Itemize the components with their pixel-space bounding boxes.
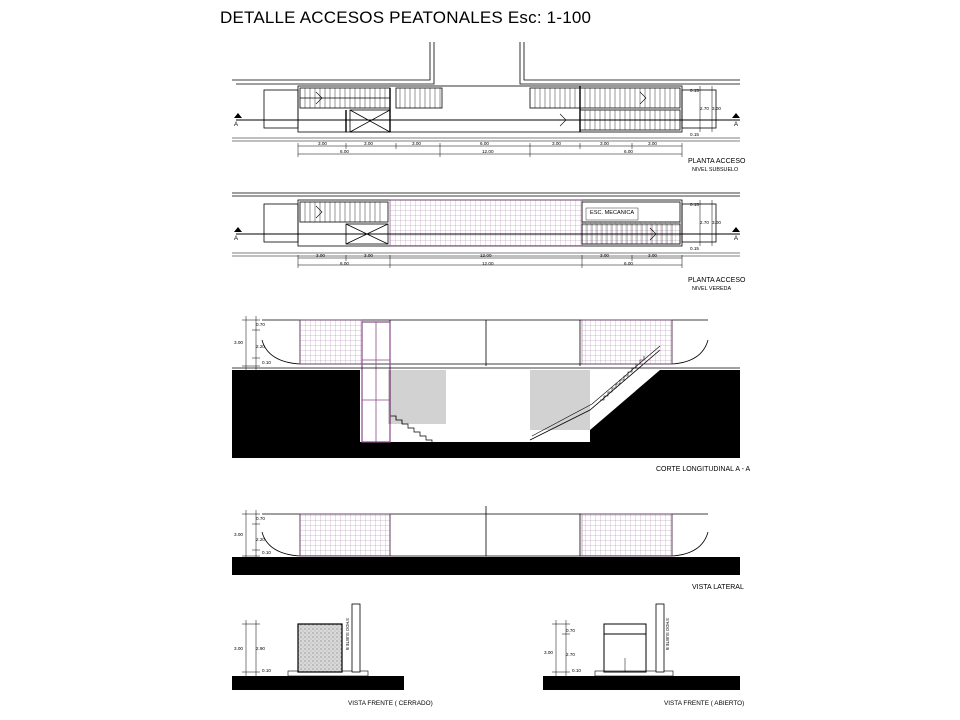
dim-p2-4: 3.00 — [600, 253, 609, 258]
dim-p2-side-3: 3.00 — [712, 220, 721, 225]
sec-dim-300: 3.00 — [234, 340, 243, 345]
lat-dim-010: 0.10 — [262, 550, 271, 555]
fo-dim-010: 0.10 — [572, 668, 581, 673]
section-mark-left-2: A — [234, 236, 239, 242]
plan2-title: PLANTA ACCESO — [688, 277, 746, 284]
dim-p1-1: 3.00 — [318, 141, 327, 146]
dim-p2-5: 3.00 — [648, 253, 657, 258]
dim-p1-7: 3.00 — [648, 141, 657, 146]
dim-p1-side-3: 3.00 — [712, 106, 721, 111]
fc-dim-010: 0.10 — [262, 668, 271, 673]
fc-dim-290: 2.90 — [256, 646, 265, 651]
section-title: CORTE LONGITUDINAL A - A — [656, 466, 751, 473]
lat-dim-300: 3.00 — [234, 532, 243, 537]
sec-dim-070: 0.70 — [256, 322, 265, 327]
dim-p2-r2-1: 6.00 — [340, 261, 349, 266]
sheet-title: DETALLE ACCESOS PEATONALES Esc: 1-100 — [220, 8, 592, 27]
plan1-subtitle: NIVEL SUBSUELO — [692, 167, 739, 173]
fo-dim-270: 2.70 — [566, 652, 575, 657]
section-mark-right: A — [734, 122, 739, 128]
dim-p1-side-1: 0.15 — [690, 88, 699, 93]
fc-dim-300: 3.00 — [234, 646, 243, 651]
dim-p2-1: 3.00 — [316, 253, 325, 258]
section-mark-right-2: A — [734, 236, 739, 242]
dim-p2-r2-2: 12.00 — [482, 261, 494, 266]
dim-p2-side-1: 0.15 — [690, 202, 699, 207]
plan2-subtitle: NIVEL VEREDA — [692, 286, 732, 292]
lateral-title: VISTA LATERAL — [692, 584, 744, 591]
dim-p1-r2-3: 6.00 — [624, 149, 633, 154]
sign-open-text: S'HOO SUBTE B — [665, 618, 670, 651]
lat-dim-220: 2.20 — [256, 537, 265, 542]
dim-p2-3: 12.00 — [480, 253, 492, 258]
front-closed-title: VISTA FRENTE ( CERRADO) — [348, 700, 433, 707]
sec-dim-010: 0.10 — [262, 360, 271, 365]
dim-p1-6: 3.00 — [600, 141, 609, 146]
dim-p1-2: 3.00 — [364, 141, 373, 146]
dim-p1-4: 6.00 — [480, 141, 489, 146]
dim-p2-side-4: 0.15 — [690, 246, 699, 251]
dim-p1-side-2: 2.70 — [700, 106, 709, 111]
dim-p1-side-4: 0.15 — [690, 132, 699, 137]
sign-closed-text: S'HOO SUBTE B — [345, 618, 350, 651]
dim-p2-2: 3.00 — [364, 253, 373, 258]
dim-p1-r2-1: 6.00 — [340, 149, 349, 154]
section-mark-left: A — [234, 122, 239, 128]
fo-dim-300: 3.00 — [544, 650, 553, 655]
dim-p1-5: 3.00 — [552, 141, 561, 146]
fo-dim-070: 0.70 — [566, 628, 575, 633]
sec-dim-220: 2.20 — [256, 344, 265, 349]
dim-p1-3: 3.00 — [412, 141, 421, 146]
esc-mecanica-callout: ESC. MECANICA — [590, 210, 635, 216]
dim-p1-r2-2: 12.00 — [482, 149, 494, 154]
dim-p2-r2-3: 6.00 — [624, 261, 633, 266]
dim-p2-side-2: 2.70 — [700, 220, 709, 225]
front-open-title: VISTA FRENTE ( ABIERTO) — [664, 700, 745, 707]
lat-dim-070: 0.70 — [256, 516, 265, 521]
plan1-title: PLANTA ACCESO — [688, 158, 746, 165]
